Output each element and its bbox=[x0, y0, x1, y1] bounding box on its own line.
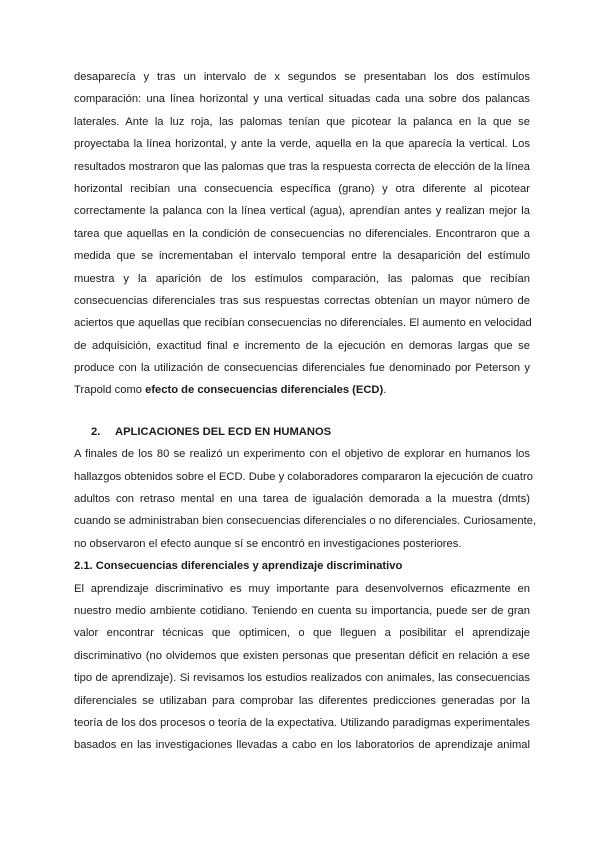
text-line: teoría de los dos procesos o teoría de la expectativa. Utilizando paradigmas experimentales bbox=[74, 716, 530, 729]
text-line: resultados mostraron que las palomas que tras la respuesta correcta de elección de la línea bbox=[74, 160, 530, 173]
section-number: 2. bbox=[91, 425, 101, 438]
text-line: adultos con retraso mental en una tarea de igualación demorada a la muestra (dmts) bbox=[74, 493, 530, 506]
text-line: horizontal recibían una consecuencia específica (grano) y otra diferente al picotear bbox=[74, 182, 530, 195]
spacer bbox=[74, 402, 530, 421]
paragraph-experiment-description bbox=[74, 66, 530, 402]
text-line: medida que se incrementaban el intervalo temporal entre la desaparición del estímulo bbox=[74, 250, 530, 263]
text-line: no observaron el efecto aunque sí se encontró en investigaciones posteriores. bbox=[74, 537, 462, 550]
text-line: muestra y la aparición de los estímulos comparación, las palomas que recibían bbox=[74, 272, 530, 285]
text-line: valor encontrar técnicas que optimicen, o que lleguen a posibilitar el aprendizaje bbox=[74, 627, 530, 640]
section-heading-2 bbox=[74, 421, 530, 443]
text-line: correctamente la palanca con la línea vertical (agua), aprendían antes y realizan mejor la bbox=[74, 205, 530, 218]
paragraph-discriminative-learning bbox=[74, 578, 530, 757]
text-line: nuestro medio ambiente cotidiano. Teniendo en cuenta su importancia, puede ser de gran bbox=[74, 604, 530, 617]
section-title: APLICACIONES DEL ECD EN HUMANOS bbox=[115, 425, 332, 438]
text-line: basados en las investigaciones llevadas a cabo en los laboratorios de aprendizaje animal bbox=[74, 739, 530, 752]
paragraph-human-applications bbox=[74, 443, 537, 555]
text-line: diferenciales se utilizaban para comprobar las diferentes predicciones generadas por la bbox=[74, 694, 530, 707]
text-line: produce con la utilización de consecuencias diferenciales fue denominado por Peterson y bbox=[74, 362, 530, 375]
text-line: de adquisición, exactitud final e incremento de la ejecución en demoras largas que se bbox=[74, 339, 530, 352]
text-line: desaparecía y tras un intervalo de x segundos se presentaban los dos estímulos bbox=[74, 71, 530, 83]
text-line: A finales de los 80 se realizó un experimento con el objetivo de explorar en humanos los bbox=[74, 448, 530, 461]
text-line: El aprendizaje discriminativo es muy importante para desenvolvernos eficazmente en bbox=[74, 582, 530, 595]
text-line: tipo de aprendizaje). Si revisamos los estudios realizados con animales, las consecuencias bbox=[74, 672, 530, 685]
text-line: proyectaba la línea horizontal, y ante la verde, aquella en la que aparecía la vertical. Los bbox=[74, 138, 530, 151]
text-line: hallazgos obtenidos sobre el ECD. Dube y colaboradores compararon la ejecución de cuatro bbox=[74, 470, 533, 483]
subsection-heading-2-1: 2.1. Consecuencias diferenciales y aprendizaje discriminativo bbox=[74, 560, 403, 573]
text-line: cuando se administraban bien consecuencias diferenciales o no diferenciales. Curiosamente, bbox=[74, 515, 537, 528]
text-line: comparación: una línea horizontal y una vertical situadas cada una sobre dos palancas bbox=[74, 93, 530, 106]
bold-term-ecd: efecto de consecuencias diferenciales (ECD) bbox=[145, 384, 384, 397]
text-line: laterales. Ante la luz roja, las palomas tenían que picotear la palanca en la que se bbox=[74, 115, 530, 128]
text-line-last bbox=[74, 379, 530, 401]
text-run: Trapold como bbox=[74, 384, 146, 397]
text-run: . bbox=[383, 384, 387, 397]
text-line: tarea que aquellas en la condición de consecuencias no diferenciales. Encontraron que a bbox=[74, 227, 530, 240]
document-page bbox=[74, 66, 537, 757]
text-line: aciertos que aquellas que recibían consecuencias no diferenciales. El aumento en velocidad bbox=[74, 317, 532, 330]
text-line: discriminativo (no olvidemos que existen personas que presentan déficit en relación a ese bbox=[74, 649, 530, 662]
text-line: consecuencias diferenciales tras sus respuestas correctas obtenían un mayor número de bbox=[74, 294, 530, 307]
